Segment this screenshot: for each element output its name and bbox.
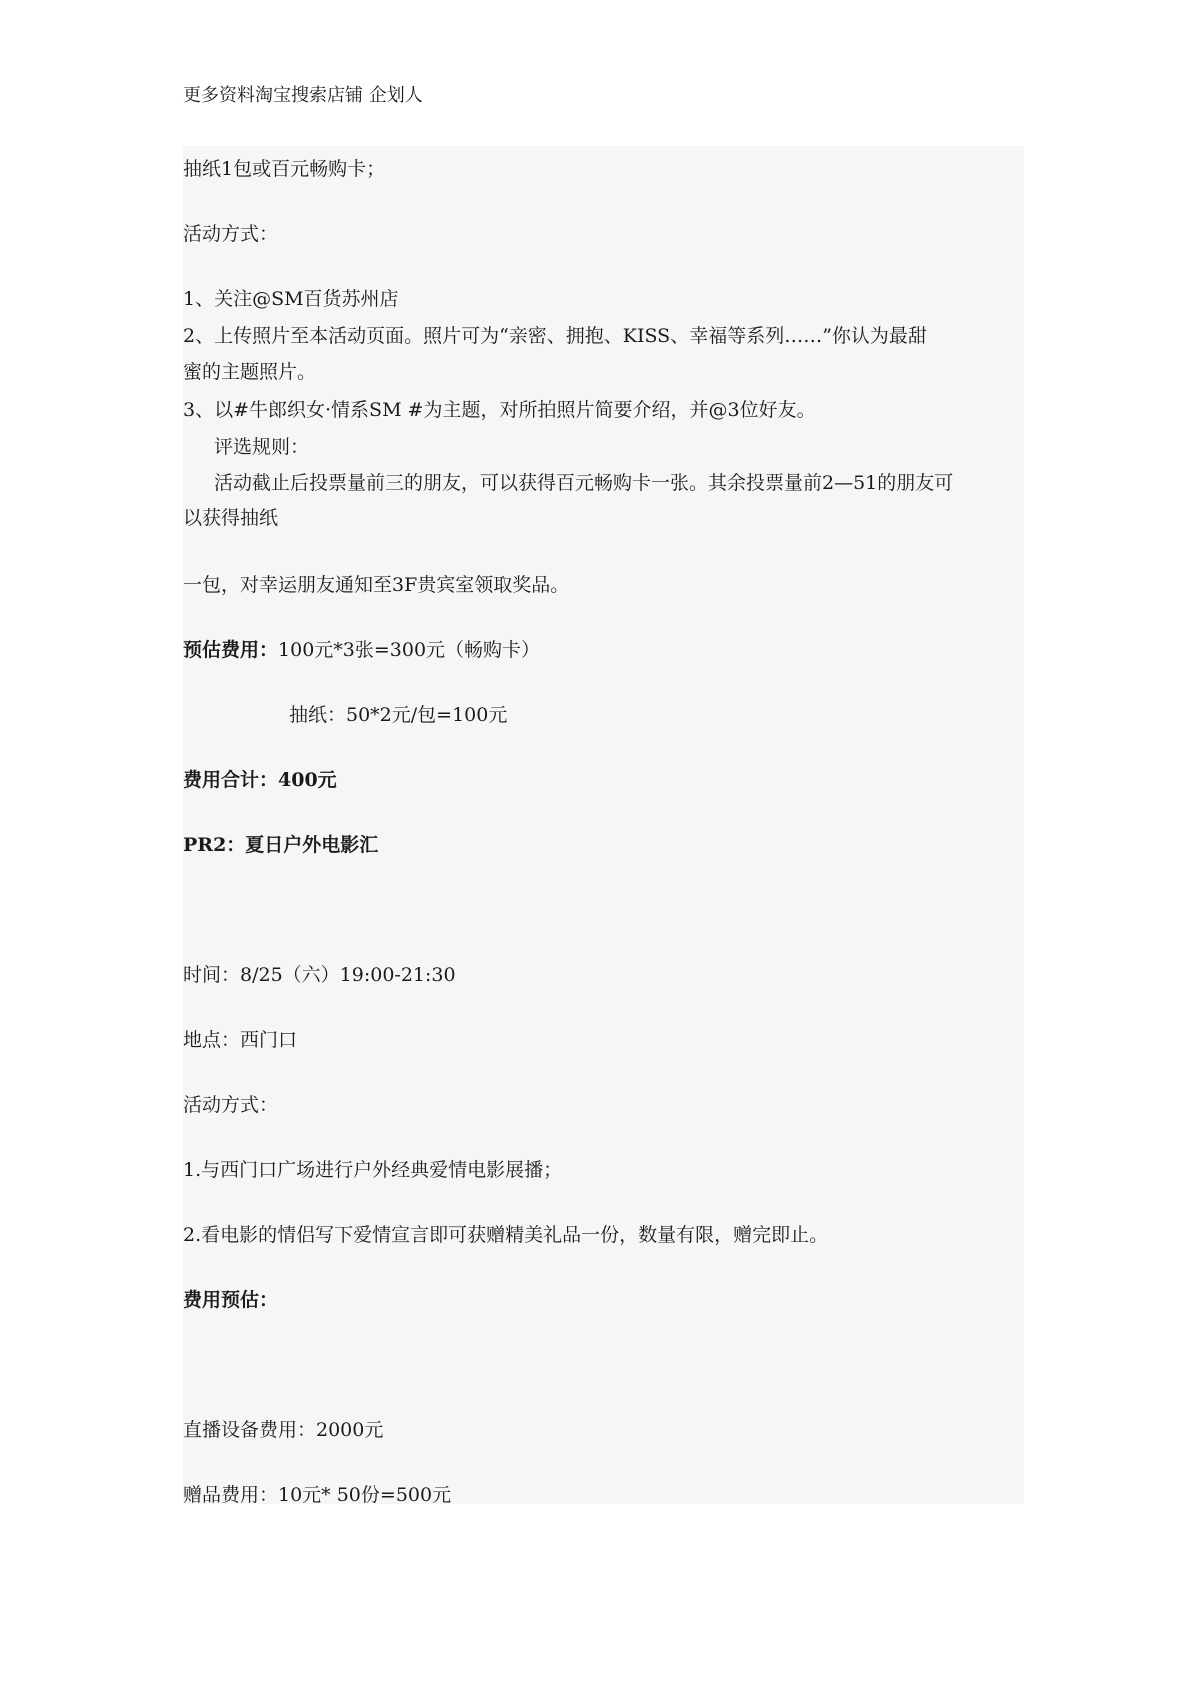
selection-rules-heading: 评选规则： — [214, 436, 310, 458]
activity-method-heading: 活动方式： — [183, 223, 279, 245]
prize-line: 抽纸1包或百元畅购卡； — [183, 158, 386, 180]
step-1: 1、关注@SM百货苏州店 — [183, 288, 399, 310]
step-3: 3、以#牛郎织女·情系SM #为主题，对所拍照片简要介绍，并@3位好友。 — [183, 399, 816, 421]
movie-step-2: 2.看电影的情侣写下爱情宣言即可获赠精美礼品一份，数量有限，赠完即止。 — [183, 1224, 829, 1246]
page-header-text: 更多资料淘宝搜索店铺 企划人 — [183, 85, 423, 106]
rules-line-3: 一包，对幸运朋友通知至3F贵宾室领取奖品。 — [183, 574, 570, 596]
movie-step-1: 1.与西门口广场进行户外经典爱情电影展播； — [183, 1159, 563, 1181]
estimate-tissue-cost: 抽纸：50*2元/包=100元 — [289, 704, 508, 726]
estimate-label: 预估费用： — [183, 639, 279, 661]
activity-method-heading-2: 活动方式： — [183, 1094, 279, 1116]
place-line: 地点：西门口 — [183, 1029, 298, 1051]
gift-cost: 赠品费用：10元* 50份=500元 — [183, 1484, 452, 1506]
equipment-cost: 直播设备费用：2000元 — [183, 1419, 384, 1441]
content-panel — [183, 146, 1024, 1504]
rules-line-1: 活动截止后投票量前三的朋友，可以获得百元畅购卡一张。其余投票量前2—51的朋友可 — [214, 472, 954, 494]
estimate-row — [183, 637, 540, 663]
total-label: 费用合计： — [183, 769, 279, 791]
estimate-card-cost: 100元*3张=300元（畅购卡） — [278, 639, 541, 661]
cost-estimate-heading: 费用预估： — [183, 1289, 279, 1311]
step-2-line-2: 蜜的主题照片。 — [183, 361, 317, 383]
total-value: 400元 — [278, 769, 337, 791]
rules-line-2: 以获得抽纸 — [183, 507, 279, 529]
total-row — [183, 767, 337, 793]
pr2-title: PR2：夏日户外电影汇 — [183, 834, 379, 856]
time-line: 时间：8/25（六）19:00-21:30 — [183, 964, 456, 986]
step-2-line-1: 2、上传照片至本活动页面。照片可为“亲密、拥抱、KISS、幸福等系列……”你认为最甜 — [183, 325, 927, 347]
